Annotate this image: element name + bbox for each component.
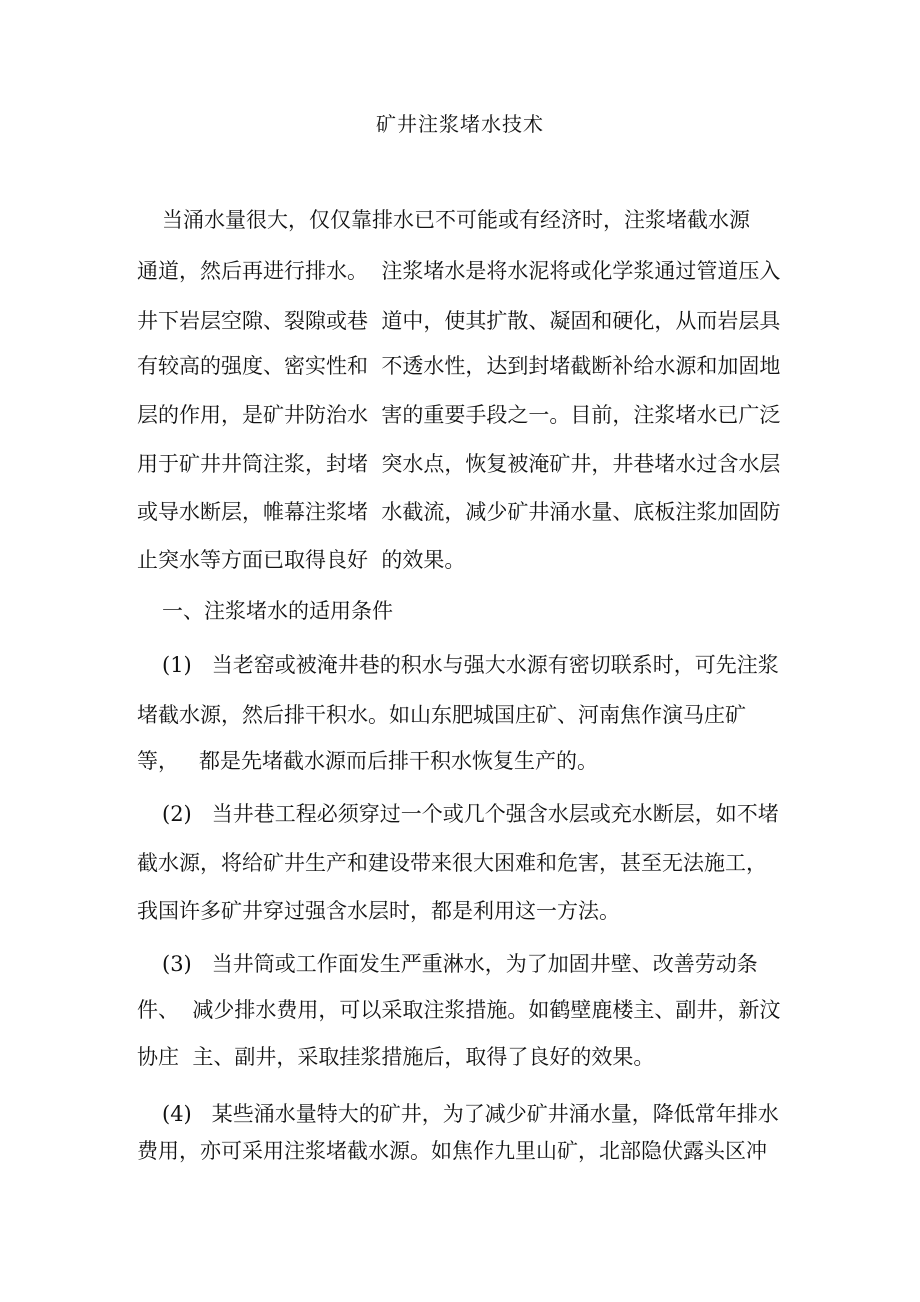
item1-line-3: 等， 都是先堵截水源而后排干积水恢复生产的。	[137, 749, 599, 773]
intro-line-1: 当涌水量很大，仅仅靠排水已不可能或有经济时，注浆堵截水源	[162, 208, 750, 232]
item2-line-2: 截水源，将给矿井生产和建设带来很大困难和危害，甚至无法施工，	[137, 851, 767, 875]
intro-line-7: 或导水断层，帷幕注浆堵 水截流，减少矿井涌水量、底板注浆加固防	[137, 500, 781, 524]
intro-line-5: 层的作用，是矿井防治水 害的重要手段之一。目前，注浆堵水已广泛	[137, 403, 781, 427]
section-heading: 一、注浆堵水的适用条件	[162, 599, 393, 623]
item1-line-2: 堵截水源，然后排干积水。如山东肥城国庄矿、河南焦作演马庄矿	[137, 703, 746, 727]
intro-line-2: 通道，然后再进行排水。 注浆堵水是将水泥将或化学浆通过管道压入	[137, 259, 781, 283]
intro-line-4: 有较高的强度、密实性和 不透水性，达到封堵截断补给水源和加固地	[137, 354, 781, 378]
intro-line-8: 止突水等方面已取得良好 的效果。	[137, 548, 466, 572]
document-title: 矿井注浆堵水技术	[376, 112, 544, 136]
item2-line-3: 我国许多矿井穿过强含水层时，都是利用这一方法。	[137, 899, 620, 923]
item4-line-1: (4) 某些涌水量特大的矿井，为了减少矿井涌水量，降低常年排水	[162, 1102, 779, 1126]
intro-line-3: 井下岩层空隙、裂隙或巷 道中，使其扩散、凝固和硬化，从而岩层具	[137, 309, 781, 333]
item3-line-1: (3) 当井筒或工作面发生严重淋水，为了加固井壁、改善劳动条	[162, 952, 758, 976]
intro-line-6: 用于矿井井筒注浆，封堵 突水点，恢复被淹矿井，井巷堵水过含水层	[137, 452, 781, 476]
item4-line-2: 费用，亦可采用注浆堵截水源。如焦作九里山矿，北部隐伏露头区冲	[137, 1139, 767, 1163]
item3-line-3: 协庄 主、副井，采取挂浆措施后，取得了良好的效果。	[137, 1045, 655, 1069]
item3-line-2: 件、 减少排水费用，可以采取注浆措施。如鹤壁鹿楼主、副井，新汶	[137, 998, 781, 1022]
item2-line-1: (2) 当井巷工程必须穿过一个或几个强含水层或充水断层，如不堵	[162, 802, 779, 826]
item1-line-1: (1) 当老窑或被淹井巷的积水与强大水源有密切联系时，可先注浆	[162, 653, 779, 677]
